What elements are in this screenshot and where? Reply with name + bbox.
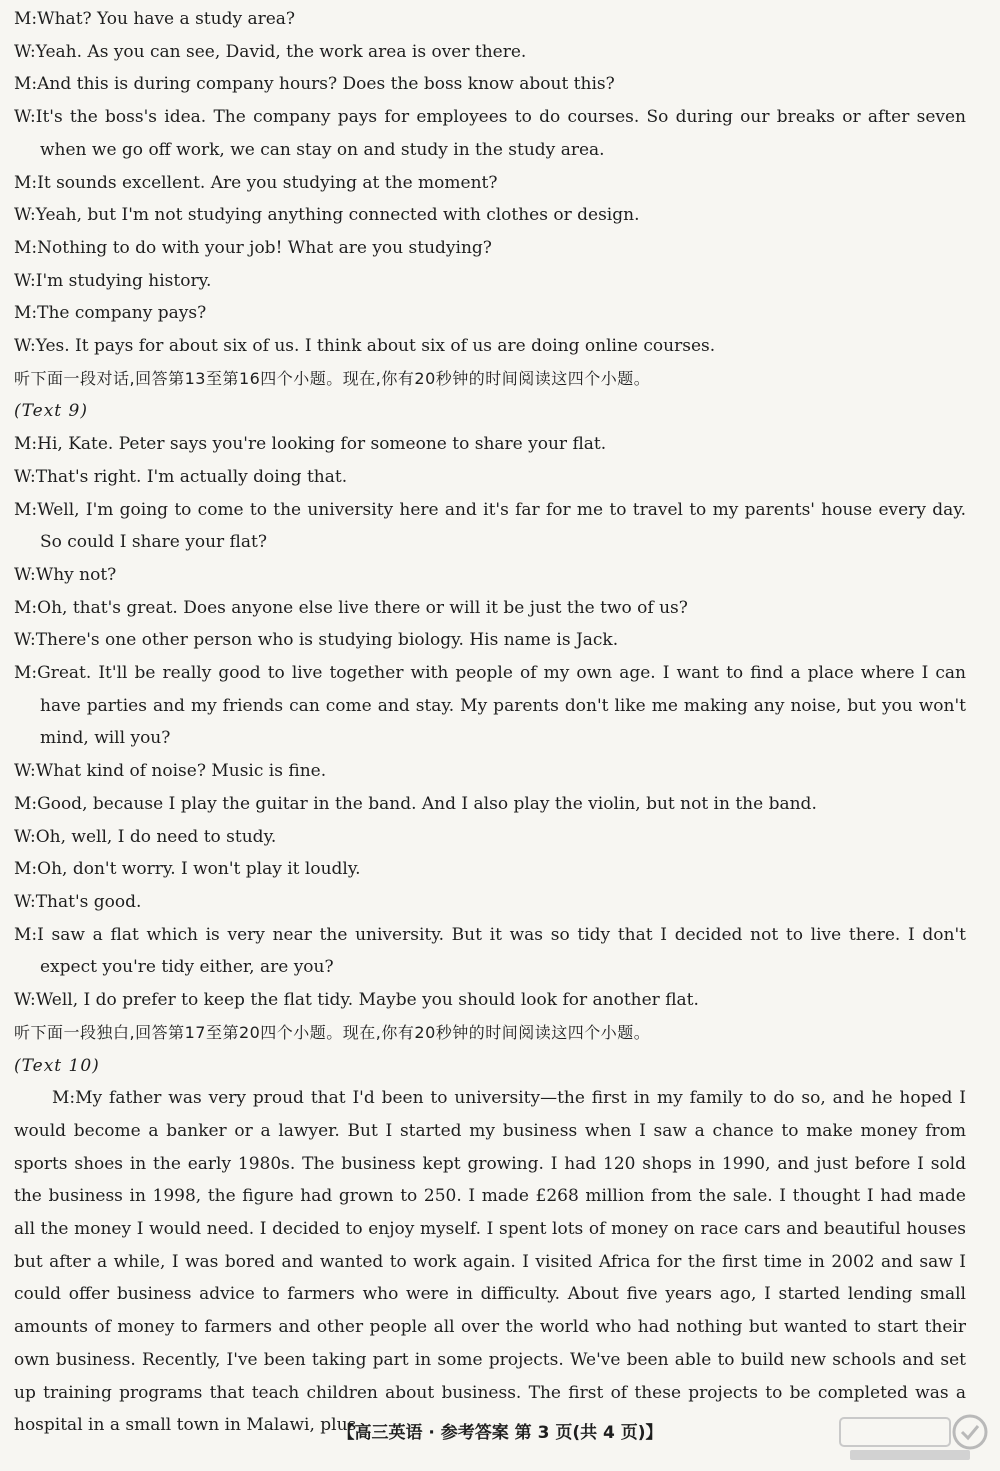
dialogue-line: M:Oh, that's great. Does anyone else live there or will it be just the two of us?	[14, 597, 688, 618]
dialogue-line: M:Oh, don't worry. I won't play it loudly.	[14, 859, 361, 880]
text-label: (Text 9)	[14, 401, 88, 422]
dialogue-line: W:Yeah. As you can see, David, the work area is over there.	[14, 41, 527, 62]
dialogue-line: W:Well, I do prefer to keep the flat tidy. Maybe you should look for another flat.	[14, 990, 699, 1011]
dialogue-line: M:The company pays?	[14, 303, 207, 324]
dialogue-line: W:That's right. I'm actually doing that.	[14, 466, 348, 487]
page-footer: 【高三英语 · 参考答案 第 3 页(共 4 页)】	[337, 1423, 663, 1443]
dialogue-line: M:Good, because I play the guitar in the band. And I also play the violin, but not in the band.	[14, 793, 817, 814]
text9-dialogue	[14, 428, 966, 1017]
dialogue-line: M:Nothing to do with your job! What are you studying?	[14, 237, 492, 258]
watermark-logo-icon	[830, 1410, 990, 1465]
dialogue-line: M:Hi, Kate. Peter says you're looking for someone to share your flat.	[14, 434, 607, 455]
dialogue-line: M:Well, I'm going to come to the university here and it's far for me to travel to my parents' house every day. So could I share your flat?	[14, 499, 966, 553]
text-label: (Text 10)	[14, 1055, 100, 1076]
dialogue-line: M:And this is during company hours? Does the boss know about this?	[14, 74, 615, 95]
section-instruction: 听下面一段独白,回答第17至第20四个小题。现在,你有20秒钟的时间阅读这四个小题。	[14, 1022, 651, 1042]
dialogue-line: W:It's the boss's idea. The company pays for employees to do courses. So during our breaks or after seven when we go off work, we can stay on and study in the study area.	[14, 107, 966, 160]
dialogue-line: M:I saw a flat which is very near the university. But it was so tidy that I decided not to live there. I don't expect you're tidy either, are you?	[14, 924, 966, 978]
text8-dialogue	[14, 3, 966, 363]
section-instruction: 听下面一段对话,回答第13至第16四个小题。现在,你有20秒钟的时间阅读这四个小题。	[14, 368, 651, 388]
dialogue-line: W:That's good.	[14, 891, 142, 912]
dialogue-line: W:There's one other person who is studying biology. His name is Jack.	[14, 630, 619, 651]
dialogue-line: W:Yes. It pays for about six of us. I think about six of us are doing online courses.	[14, 336, 716, 357]
dialogue-line: W:Why not?	[14, 564, 117, 585]
page-content	[14, 3, 966, 1442]
monologue-paragraph: M:My father was very proud that I'd been to university—the first in my family to do so, and he hoped I would become a banker or a lawyer. But I started my business when I saw a chance to make money from sports shoes in the early 1980s. The business kept growing. I had 120 shops in 1990, and just before I sold the business in 1998, the figure had grown to 250. I made £268 million from the sale. I thought I had made all the money I would need. I decided to enjoy myself. I spent lots of money on race cars and beautiful houses but after a while, I was bored and wanted to work again. I visited Africa for the first time in 2002 and saw I could offer business advice to farmers who were in difficulty. About five years ago, I started lending small amounts of money to farmers and other people all over the world who had nothing but wanted to start their own business. Recently, I've been taking part in some projects. We've been able to build new schools and set up training programs that teach children about business. The first of these projects to be completed was a hospital in a small town in Malawi, plus	[14, 1088, 966, 1436]
dialogue-line: W:Yeah, but I'm not studying anything connected with clothes or design.	[14, 205, 640, 226]
dialogue-line: W:Oh, well, I do need to study.	[14, 826, 277, 847]
dialogue-line: M:Great. It'll be really good to live together with people of my own age. I want to find a place where I can have parties and my friends can come and stay. My parents don't like me making any noise, but you won't mind, will you?	[14, 663, 966, 749]
dialogue-line: W:What kind of noise? Music is fine.	[14, 761, 327, 782]
dialogue-line: M:What? You have a study area?	[14, 9, 296, 29]
dialogue-line: M:It sounds excellent. Are you studying at the moment?	[14, 172, 498, 193]
dialogue-line: W:I'm studying history.	[14, 270, 212, 291]
